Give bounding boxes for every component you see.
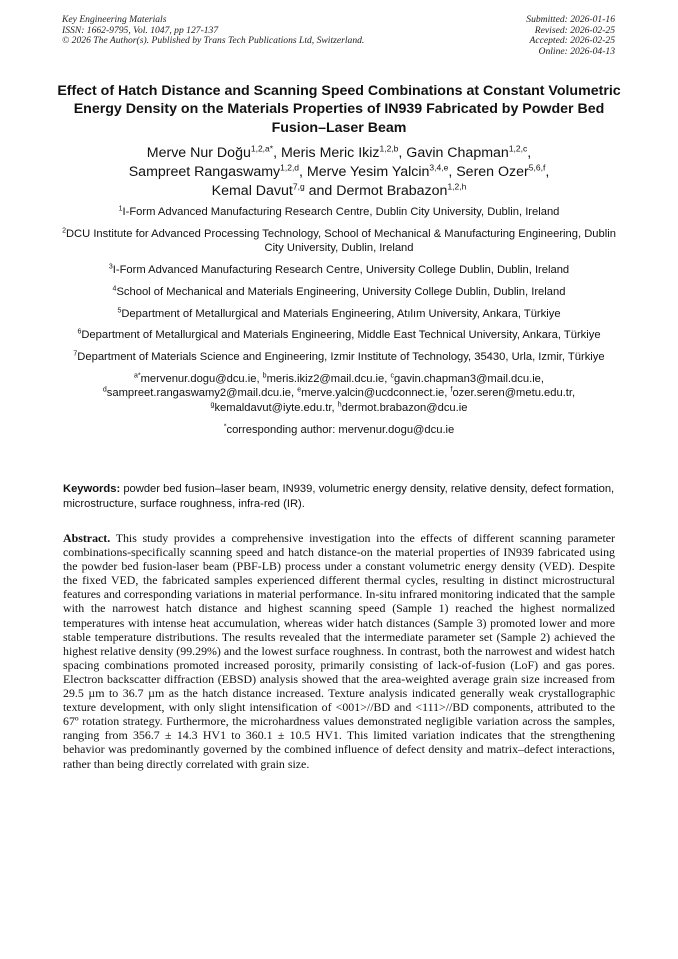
author-affil-marker: 7,g — [292, 181, 305, 192]
author-name: Meris Meric Ikiz — [280, 145, 380, 161]
affiliation-number: 5 — [117, 306, 122, 314]
email-link[interactable]: kemaldavut@iyte.edu.tr — [214, 402, 332, 415]
affiliation-number: 3 — [108, 263, 113, 271]
email-separator: , — [572, 387, 576, 400]
keywords-label: Keywords: — [63, 483, 121, 495]
submitted-date: Submitted: 2026-01-16 — [526, 14, 615, 25]
email-separator: , — [290, 387, 298, 400]
email-separator: , — [256, 372, 263, 385]
email-link[interactable]: merve.yalcin@ucdconnect.ie — [301, 387, 445, 400]
affiliation-number: 2 — [62, 226, 66, 234]
author-separator: , — [448, 164, 457, 180]
copyright-notice: © 2026 The Author(s). Published by Trans Tech Publications Ltd, Switzerland. — [62, 35, 365, 47]
affiliation-number: 7 — [73, 350, 78, 358]
corresponding-marker: * — [223, 423, 227, 430]
affiliation-7 — [60, 350, 618, 365]
email-link[interactable]: sampreet.rangaswamy2@mail.dcu.ie — [106, 387, 291, 400]
corresponding-text: corresponding author: mervenur.dogu@dcu.ie — [226, 423, 455, 436]
affiliation-3 — [60, 263, 618, 278]
affiliation-text: School of Mechanical and Materials Engineering, University College Dublin, Dublin, Ireland — [116, 285, 566, 298]
affiliation-text: Department of Metallurgical and Materials Engineering, Middle East Technical University, Ankara, Türkiye — [81, 329, 601, 342]
email-marker: c — [390, 371, 394, 379]
email-marker: a* — [133, 371, 141, 379]
author-name: Merve Yesim Yalcin — [306, 164, 430, 180]
author-name: Kemal Davut — [211, 183, 293, 199]
author-affil-marker: 5,6,f — [528, 162, 546, 173]
author-name: Dermot Brabazon — [336, 183, 448, 199]
journal-name: Key Engineering Materials — [62, 14, 167, 25]
author-separator: , — [273, 145, 281, 161]
accepted-date: Accepted: 2026-02-25 — [529, 35, 615, 47]
author-affil-marker: 1,2,b — [379, 143, 399, 154]
abstract-text: This study provides a comprehensive investigation into the effects of different scanning parameter combinations-specifically scanning speed and hatch distance-on the material properties of IN939 fabricated using the powder bed fusion-laser beam (PBF-LB) process under a constant volumetric energy density (VED). Despite the fixed VED, the fabricated samples experienced different thermal cycles, resulting in distinct microstructural features and corresponding variations in material performance. In-situ infrared monitoring indicated that the sample with the narrowest hatch distance and highest scanning speed (Sample 1) reached the highest normalized temperatures with intense heat accumulation, whereas wider hatch distances (Sample 3) promoted lower and more stable temperature distributions. The results revealed that the intermediate parameter set (Sample 2) achieved the highest relative density (99.29%) and the lowest surface roughness. In contrast, both the narrowest and widest hatch spacing combinations promoted increased porosity, primarily consisting of lack-of-fusion (LoF) and gas pores. Electron backscatter diffraction (EBSD) analysis showed that the area-weighted average grain size increased from 29.5 µm to 36.7 µm as the hatch distance increased. Texture analysis indicated generally weak crystallographic texture development, with only slight intensification of <001>//BD and <111>//BD components, attributed to the 67º rotation strategy. Furthermore, the microhardness values demonstrated negligible variation across the samples, ranging from 356.7 ± 14.3 HV1 to 360.1 ± 10.5 HV1. This limited variation indicates that the strengthening behavior was predominantly governed by the combined influence of defect density and matrix–defect interactions, rather than being directly correlated with grain size. — [63, 531, 615, 771]
corresponding-author — [60, 423, 618, 438]
email-marker: h — [337, 401, 342, 409]
affiliation-6 — [60, 328, 618, 343]
abstract-label: Abstract. — [63, 531, 111, 545]
affiliation-text: Department of Metallurgical and Materials Engineering, Atılım University, Ankara, Türkiye — [121, 307, 561, 320]
email-link[interactable]: meris.ikiz2@mail.dcu.ie — [266, 372, 385, 385]
journal-header-left — [62, 15, 364, 47]
author-name: Sampreet Rangaswamy — [128, 164, 281, 180]
issn-volume: ISSN: 1662-9795, Vol. 1047, pp 127-137 — [62, 24, 219, 36]
author-name: Merve Nur Doğu — [146, 145, 251, 161]
email-marker: b — [262, 371, 267, 379]
email-link[interactable]: ozer.seren@metu.edu.tr — [452, 387, 573, 400]
author-separator: , — [398, 145, 407, 161]
email-link[interactable]: mervenur.dogu@dcu.ie — [140, 372, 257, 385]
affiliation-number: 4 — [112, 285, 117, 293]
affiliation-text: Department of Materials Science and Engineering, Izmir Institute of Technology, 35430, Urla, Izmir, Türkiye — [77, 350, 605, 363]
email-separator: , — [540, 372, 545, 385]
revised-date: Revised: 2026-02-25 — [534, 24, 615, 36]
author-affil-marker: 1,2,a* — [250, 143, 274, 154]
online-date: Online: 2026-04-13 — [538, 45, 615, 57]
affiliations — [60, 205, 618, 437]
email-list — [60, 372, 618, 416]
affiliation-number: 6 — [77, 328, 82, 336]
affiliation-number: 1 — [118, 205, 123, 213]
affiliation-text: DCU Institute for Advanced Processing Technology, School of Mechanical & Manufacturing Engineering, Dublin City University, Dublin, Ireland — [65, 227, 616, 255]
affiliation-text: I-Form Advanced Manufacturing Research Centre, Dublin City University, Dublin, Ireland — [122, 206, 560, 218]
email-marker: f — [450, 386, 453, 394]
author-separator: , — [527, 145, 532, 161]
email-marker: d — [102, 386, 107, 394]
email-separator: , — [331, 402, 338, 415]
keywords-text: powder bed fusion–laser beam, IN939, volumetric energy density, relative density, defect formation, microstructure, surface roughness, infra-red (IR). — [63, 483, 615, 510]
paper-title: Effect of Hatch Distance and Scanning Speed Combinations at Constant Volumetric Energy Density on the Materials Properties of IN939 Fabricated by Powder Bed Fusion–Laser Beam — [57, 83, 621, 136]
email-link[interactable]: dermot.brabazon@dcu.ie — [341, 402, 468, 415]
affiliation-text: I-Form Advanced Manufacturing Research Centre, University College Dublin, Dublin, Ireland — [112, 264, 570, 277]
keywords-section — [63, 482, 615, 511]
email-link[interactable]: gavin.chapman3@mail.dcu.ie — [393, 372, 541, 385]
author-separator: , — [299, 164, 307, 180]
affiliation-4 — [60, 285, 618, 300]
author-name: Seren Ozer — [456, 164, 529, 180]
email-marker: g — [210, 401, 215, 409]
author-separator: and — [304, 183, 337, 199]
author-affil-marker: 1,2,h — [447, 181, 467, 192]
author-list — [52, 144, 626, 201]
email-separator: , — [444, 387, 451, 400]
affiliation-5 — [60, 307, 618, 322]
affiliation-1 — [60, 205, 618, 220]
author-affil-marker: 3,4,e — [429, 162, 449, 173]
email-separator: , — [384, 372, 391, 385]
affiliation-2 — [60, 227, 618, 256]
author-separator: , — [545, 164, 550, 180]
email-marker: e — [297, 386, 302, 394]
author-affil-marker: 1,2,c — [508, 143, 528, 154]
author-name: Gavin Chapman — [406, 145, 509, 161]
author-affil-marker: 1,2,d — [280, 162, 300, 173]
abstract-section — [63, 531, 615, 771]
journal-header-right — [526, 15, 615, 57]
